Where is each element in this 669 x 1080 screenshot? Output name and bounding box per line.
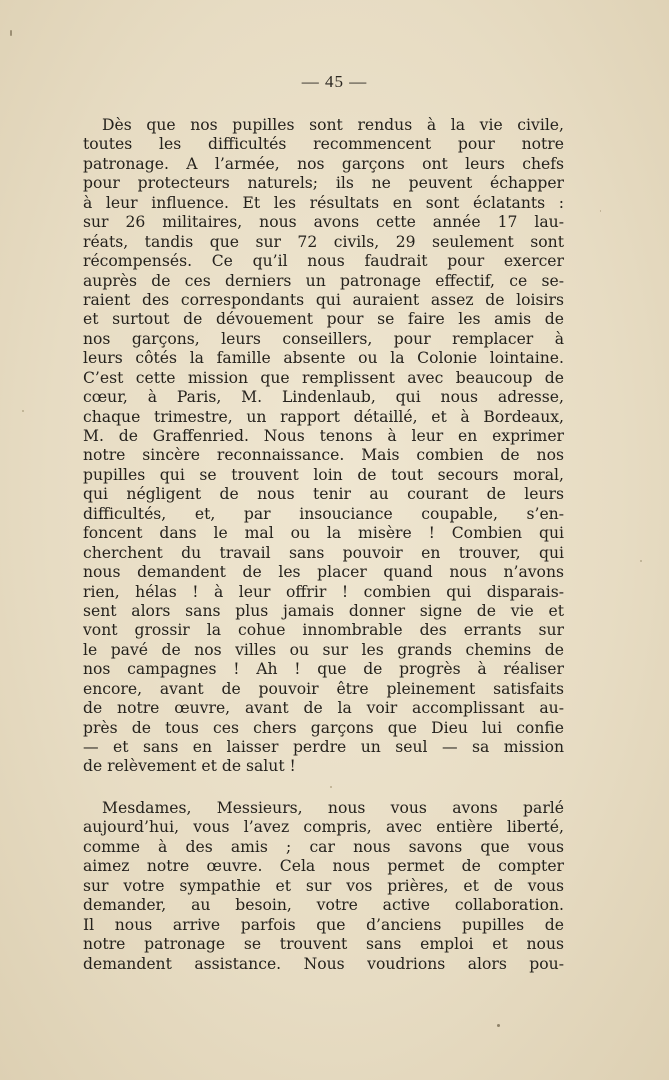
text-line: raient des correspondants qui auraient assez de loisirs [83,290,564,309]
text-line: aujourd’hui, vous l’avez compris, avec entière liberté, [83,818,564,837]
text-line: foncent dans le mal ou la misère ! Combien qui [83,524,564,543]
text-line: réats, tandis que sur 72 civils, 29 seulement sont [83,232,564,251]
text-line: toutes les difficultés recommencent pour notre [83,135,564,154]
text-line: patronage. A l’armée, nos garçons ont leurs chefs [83,154,564,173]
text-line: rien, hélas ! à leur offrir ! combien qui disparais- [83,582,564,601]
text-line: demander, au besoin, votre active collaboration. [83,896,564,915]
text-line: Il nous arrive parfois que d’anciens pupilles de [83,915,564,934]
text-line: comme à des amis ; car nous savons que vous [83,837,564,856]
text-line: récompensés. Ce qu’il nous faudrait pour exercer [83,252,564,271]
text-line: nous demandent de les placer quand nous n’avons [83,563,564,582]
paragraph-1 [83,116,564,777]
text-line: de notre œuvre, avant de la voir accomplissant au- [83,699,564,718]
text-line: C’est cette mission que remplissent avec beaucoup de [83,368,564,387]
page-number: — 45 — [301,72,368,91]
text-line: M. de Graffenried. Nous tenons à leur en exprimer [83,427,564,445]
text-line: chaque trimestre, un rapport détaillé, et à Bordeaux, [83,407,564,426]
text-line: de relèvement et de salut ! [83,757,296,776]
text-line: nos garçons, leurs conseillers, pour remplacer à [83,329,564,348]
text-line: sent alors sans plus jamais donner signe de vie et [83,601,564,620]
text-line: cherchent du travail sans pouvoir en trouver, qui [83,543,564,562]
text-line: leurs côtés la famille absente ou la Colonie lointaine. [83,349,564,368]
text-line: notre patronage se trouvent sans emploi et nous [83,935,564,954]
text-line: difficultés, et, par insouciance coupable, s’en- [83,504,564,523]
text-line: pupilles qui se trouvent loin de tout secours moral, [83,465,564,484]
text-line: — et sans en laisser perdre un seul — sa mission [83,738,564,756]
text-line: notre sincère reconnaissance. Mais combien de nos [83,446,564,465]
text-line: sur votre sympathie et sur vos prières, et de vous [83,876,564,895]
text-line: auprès de ces derniers un patronage effectif, ce se- [83,271,564,290]
text-line: vont grossir la cohue innombrable des errants sur [83,621,564,640]
text-line: encore, avant de pouvoir être pleinement satisfaits [83,679,564,698]
text-line: le pavé de nos villes ou sur les grands chemins de [83,640,564,659]
text-line: cœur, à Paris, M. Lindenlaub, qui nous adresse, [83,388,564,407]
text-line: nos campagnes ! Ah ! que de progrès à réaliser [83,660,564,679]
text-line: demandent assistance. Nous voudrions alors pou- [83,954,564,973]
text-line: près de tous ces chers garçons que Dieu lui confie [83,718,564,737]
text-line: à leur influence. Et les résultats en sont éclatants : [83,193,564,212]
text-line: Mesdames, Messieurs, nous vous avons parlé [102,799,564,817]
text-line: sur 26 militaires, nous avons cette année 17 lau- [83,213,564,232]
text-line: qui négligent de nous tenir au courant de leurs [83,485,564,504]
text-line: et surtout de dévouement pour se faire les amis de [83,310,564,329]
text-line: pour protecteurs naturels; ils ne peuvent échapper [83,174,564,193]
text-line: Dès que nos pupilles sont rendus à la vie civile, [102,116,564,134]
text-line: aimez notre œuvre. Cela nous permet de compter [83,857,564,876]
paragraph-2 [83,799,564,974]
